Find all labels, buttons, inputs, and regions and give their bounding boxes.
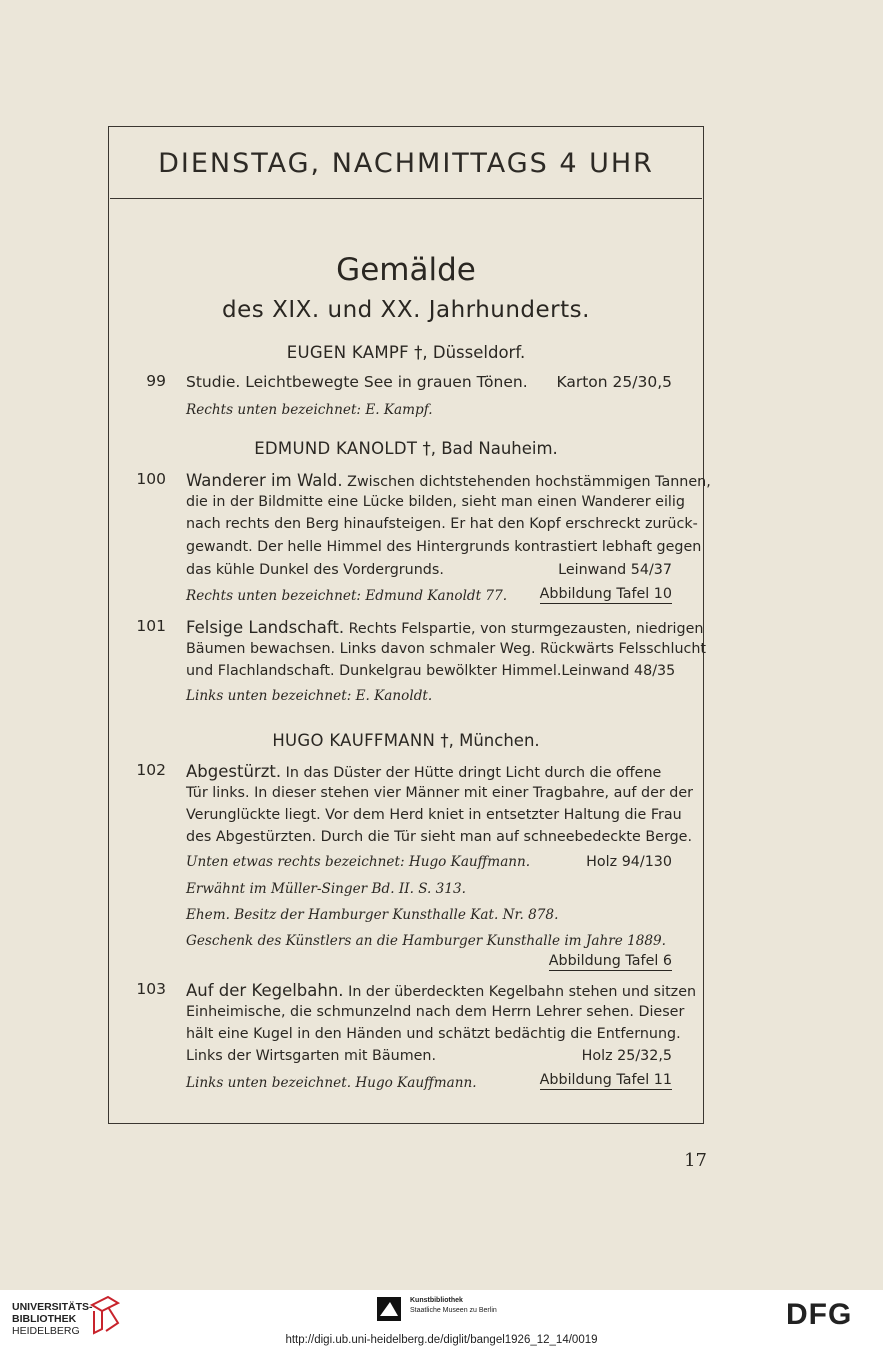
lot-medium: Leinwand 54/37 bbox=[558, 562, 672, 578]
lot-text: Links der Wirtsgarten mit Bäumen. bbox=[186, 1048, 437, 1064]
kb-line: Kunstbibliothek bbox=[410, 1297, 463, 1304]
lot-line bbox=[186, 852, 672, 873]
lot-number: 103 bbox=[136, 980, 166, 998]
lot-text: Tür links. In dieser stehen vier Männer mit einer Tragbahre, auf der der bbox=[186, 785, 694, 801]
lot-text: nach rechts den Berg hinaufsteigen. Er hat den Kopf erschreckt zurück- bbox=[186, 516, 698, 532]
plate-reference: Abbildung Tafel 10 bbox=[539, 586, 672, 602]
lot-number: 99 bbox=[146, 372, 166, 390]
plate-reference: Abbildung Tafel 11 bbox=[539, 1072, 672, 1088]
lot-text: In das Düster der Hütte dringt Licht durch die offene bbox=[281, 765, 662, 781]
lot-line bbox=[186, 980, 697, 1003]
lot-text: des Abgestürzten. Durch die Tür sieht man auf schneebedeckte Berge. bbox=[186, 829, 693, 845]
lot-text: Rechts Felspartie, von sturmgezausten, niedrigen bbox=[344, 621, 704, 637]
lot-text: Studie. Leichtbewegte See in grauen Tönen. bbox=[186, 373, 528, 391]
kunstbibliothek-logo-icon bbox=[376, 1296, 402, 1322]
lot-text: In der überdeckten Kegelbahn stehen und sitzen bbox=[343, 984, 697, 1000]
lot-signature: Unten etwas rechts bezeichnet: Hugo Kauffmann. bbox=[186, 854, 531, 870]
artist-heading bbox=[108, 439, 704, 458]
lot-text: hält eine Kugel in den Händen und schätzt bedächtig die Entfernung. bbox=[186, 1026, 681, 1042]
uni-line: UNIVERSITÄTS- bbox=[12, 1301, 93, 1313]
lot-number: 101 bbox=[136, 617, 166, 635]
lot-text: Zwischen dichtstehenden hochstämmigen Tannen, bbox=[342, 474, 711, 490]
lot-text: die in der Bildmitte eine Lücke bilden, sieht man einen Wanderer eilig bbox=[186, 494, 685, 510]
lot-line bbox=[186, 560, 672, 581]
lot-note: Geschenk des Künstlers an die Hamburger Kunsthalle im Jahre 1889. bbox=[186, 933, 666, 949]
page-title: Gemälde bbox=[336, 252, 476, 288]
university-library-label bbox=[12, 1301, 93, 1337]
plate-reference: Abbildung Tafel 6 bbox=[548, 953, 672, 969]
lot-note: Ehem. Besitz der Hamburger Kunsthalle Kat. Nr. 878. bbox=[186, 907, 559, 923]
artist-details: †, Bad Nauheim. bbox=[417, 439, 558, 458]
lot-medium: Leinwand 48/35 bbox=[561, 663, 676, 679]
lot-text: Verunglückte liegt. Vor dem Herd kniet in entsetzter Haltung die Frau bbox=[186, 807, 682, 823]
artist-details: †, Düsseldorf. bbox=[408, 343, 526, 362]
page-number: 17 bbox=[684, 1150, 707, 1171]
artist-heading bbox=[108, 343, 704, 362]
kb-line: Staatliche Museen zu Berlin bbox=[410, 1307, 497, 1314]
lot-note: Erwähnt im Müller-Singer Bd. II. S. 313. bbox=[186, 881, 466, 897]
lot-signature: Rechts unten bezeichnet: Edmund Kanoldt 77. bbox=[186, 588, 508, 604]
lot-line bbox=[186, 1046, 672, 1067]
lot-line bbox=[186, 661, 676, 682]
lot-text: Einheimische, die schmunzelnd nach dem Herrn Lehrer sehen. Dieser bbox=[186, 1004, 685, 1020]
dfg-logo: DFG bbox=[786, 1298, 853, 1331]
header-rule bbox=[110, 198, 702, 199]
lot-text: gewandt. Der helle Himmel des Hintergrunds kontrastiert lebhaft gegen bbox=[186, 539, 702, 555]
lot-text: und Flachlandschaft. Dunkelgrau bewölkter Himmel. bbox=[186, 663, 562, 679]
lot-title: Wanderer im Wald. bbox=[186, 471, 343, 490]
artist-heading bbox=[108, 731, 704, 750]
lot-medium: Karton 25/30,5 bbox=[556, 373, 672, 391]
page-header: DIENSTAG, NACHMITTAGS 4 UHR bbox=[158, 148, 654, 179]
lot-text: das kühle Dunkel des Vordergrunds. bbox=[186, 562, 444, 578]
lot-line bbox=[186, 761, 672, 784]
uni-line: BIBLIOTHEK bbox=[12, 1313, 77, 1325]
artist-name: EUGEN KAMPF bbox=[286, 343, 409, 362]
lot-number: 102 bbox=[136, 761, 166, 779]
artist-name: EDMUND KANOLDT bbox=[254, 439, 418, 458]
page-subtitle: des XIX. und XX. Jahrhunderts. bbox=[222, 297, 590, 323]
lot-line bbox=[186, 617, 704, 640]
lot-text: Bäumen bewachsen. Links davon schmaler Weg. Rückwärts Felsschlucht bbox=[186, 641, 707, 657]
lot-medium: Holz 94/130 bbox=[586, 854, 672, 870]
lot-line bbox=[186, 372, 672, 393]
lot-title: Auf der Kegelbahn. bbox=[186, 981, 344, 1000]
university-logo-icon bbox=[88, 1293, 122, 1337]
lot-signature: Rechts unten bezeichnet: E. Kampf. bbox=[186, 402, 433, 418]
artist-details: †, München. bbox=[435, 731, 540, 750]
lot-medium: Holz 25/32,5 bbox=[581, 1048, 672, 1064]
lot-signature: Links unten bezeichnet. Hugo Kauffmann. bbox=[186, 1075, 477, 1091]
uni-line: HEIDELBERG bbox=[12, 1325, 80, 1337]
lot-title: Abgestürzt. bbox=[186, 762, 282, 781]
artist-name: HUGO KAUFFMANN bbox=[272, 731, 436, 750]
lot-line bbox=[186, 470, 711, 493]
lot-title: Felsige Landschaft. bbox=[186, 618, 345, 637]
permalink[interactable]: http://digi.ub.uni-heidelberg.de/diglit/bangel1926_12_14/0019 bbox=[285, 1334, 598, 1346]
lot-signature: Links unten bezeichnet: E. Kanoldt. bbox=[186, 688, 433, 704]
kunstbibliothek-label bbox=[410, 1296, 497, 1316]
lot-number: 100 bbox=[136, 470, 166, 488]
